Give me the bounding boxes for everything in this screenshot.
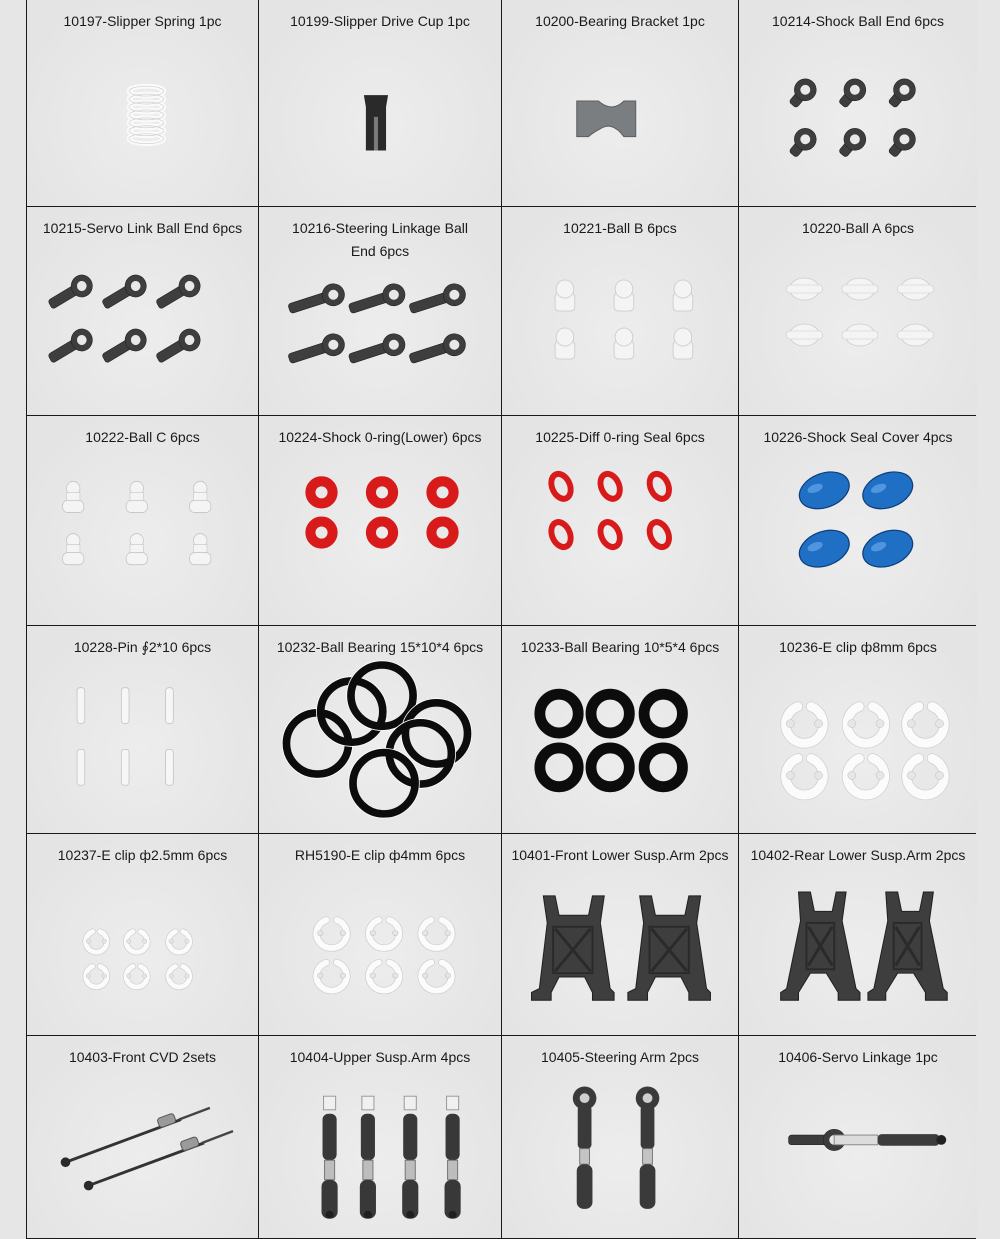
part-label: 10220-Ball A 6pcs: [801, 220, 915, 236]
part-label: 10405-Steering Arm 2pcs: [541, 1049, 699, 1065]
part-cell: [502, 416, 738, 625]
part-label: 10214-Shock Ball End 6pcs: [772, 13, 944, 29]
rear-lower-arm-icon: [739, 834, 977, 1035]
part-label: 10403-Front CVD 2sets: [68, 1049, 217, 1065]
diff-o-ring-icon: [502, 416, 738, 625]
servo-linkage-icon: [739, 1036, 977, 1238]
part-cell: [739, 0, 977, 206]
part-cell: [739, 416, 977, 625]
part-cell: [27, 834, 258, 1035]
e-clip-8mm-icon: [739, 626, 977, 833]
steering-linkage-ball-end-icon: [259, 207, 501, 415]
part-cell: [259, 834, 501, 1035]
part-label: 10216-Steering Linkage Ball End 6pcs: [292, 220, 468, 259]
bearing-bracket-icon: [502, 0, 738, 206]
part-label: 10226-Shock Seal Cover 4pcs: [763, 429, 953, 445]
part-label: 10406-Servo Linkage 1pc: [778, 1049, 938, 1065]
shock-seal-cover-icon: [739, 416, 977, 625]
part-cell: [739, 626, 977, 833]
pin-icon: [27, 626, 258, 833]
part-label: 10199-Slipper Drive Cup 1pc: [290, 13, 470, 29]
part-cell: [259, 416, 501, 625]
part-label: 10237-E clip ф2.5mm 6pcs: [57, 847, 228, 863]
part-cell: [259, 0, 501, 206]
small-ball-bearing-icon: [502, 626, 738, 833]
part-label: 10232-Ball Bearing 15*10*4 6pcs: [276, 639, 484, 655]
part-cell: [27, 416, 258, 625]
front-lower-arm-icon: [502, 834, 738, 1035]
shock-o-ring-icon: [259, 416, 501, 625]
part-cell: [502, 1036, 738, 1238]
part-label: 10215-Servo Link Ball End 6pcs: [42, 220, 243, 236]
ball-a-icon: [739, 207, 977, 415]
shock-ball-end-icon: [739, 0, 977, 206]
part-label: 10225-Diff 0-ring Seal 6pcs: [535, 429, 705, 445]
part-label: 10402-Rear Lower Susp.Arm 2pcs: [750, 847, 966, 863]
part-label: 10222-Ball C 6pcs: [85, 429, 200, 445]
part-cell: [502, 834, 738, 1035]
steering-arm-icon: [502, 1036, 738, 1238]
part-label: 10404-Upper Susp.Arm 4pcs: [289, 1049, 471, 1065]
part-label: 10200-Bearing Bracket 1pc: [535, 13, 705, 29]
part-cell: [259, 207, 501, 415]
part-cell: [259, 626, 501, 833]
e-clip-2-5mm-icon: [27, 834, 258, 1035]
part-cell: [27, 1036, 258, 1238]
part-cell: [502, 626, 738, 833]
spring-icon: [27, 0, 258, 206]
ball-b-icon: [502, 207, 738, 415]
e-clip-4mm-icon: [259, 834, 501, 1035]
part-cell: [502, 0, 738, 206]
part-cell: [739, 207, 977, 415]
part-cell: [502, 207, 738, 415]
part-cell: [27, 626, 258, 833]
large-ball-bearing-icon: [259, 626, 501, 833]
part-cell: [27, 0, 258, 206]
part-cell: [27, 207, 258, 415]
parts-grid: [26, 0, 976, 1239]
part-cell: [739, 1036, 977, 1238]
part-label: 10233-Ball Bearing 10*5*4 6pcs: [520, 639, 720, 655]
front-cvd-icon: [27, 1036, 258, 1238]
part-label: 10236-E clip ф8mm 6pcs: [779, 639, 937, 655]
upper-arm-icon: [259, 1036, 501, 1238]
servo-link-ball-end-icon: [27, 207, 258, 415]
drive-cup-icon: [259, 0, 501, 206]
part-label: 10197-Slipper Spring 1pc: [63, 13, 222, 29]
part-label: 10228-Pin ∮2*10 6pcs: [73, 639, 212, 655]
part-label: RH5190-E clip ф4mm 6pcs: [294, 847, 466, 863]
part-cell: [739, 834, 977, 1035]
ball-c-icon: [27, 416, 258, 625]
part-label: 10224-Shock 0-ring(Lower) 6pcs: [278, 429, 482, 445]
part-label: 10401-Front Lower Susp.Arm 2pcs: [511, 847, 729, 863]
part-cell: [259, 1036, 501, 1238]
part-label: 10221-Ball B 6pcs: [563, 220, 677, 236]
